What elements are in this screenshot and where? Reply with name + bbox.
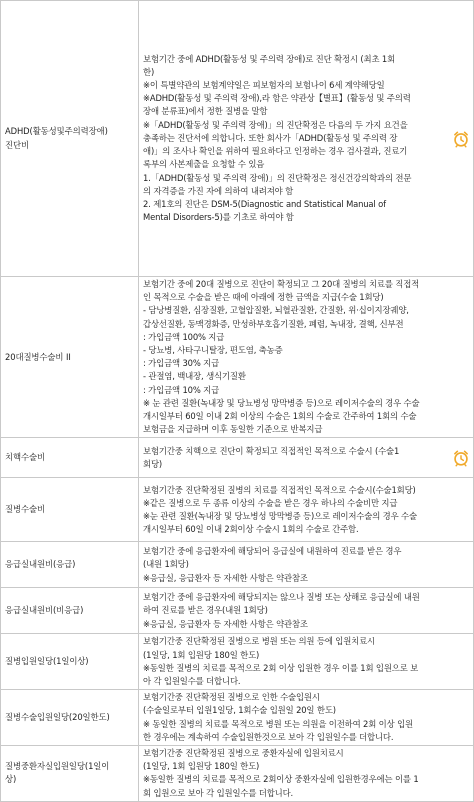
- description-line: 보험금을 지급하며 이후 동일한 기준으로 반복지급: [143, 424, 323, 435]
- coverage-name: [1, 542, 139, 588]
- description-line: 의 자격증을 가진 자에 의하여 내려져야 함: [143, 185, 294, 196]
- description-line: 보험기간중 진단확정된 질병으로 인한 수술입원시: [143, 692, 320, 703]
- description-line: : 가입금액 100% 지급: [143, 331, 225, 342]
- description-line: 개시일부터 60일 이내 2회 이상의 수술은 1회의 수술로 간주하여 1회의 수술: [143, 411, 417, 422]
- description-line: 아 각 입원일수를 더합니다.: [143, 676, 241, 687]
- coverage-name: [1, 438, 139, 478]
- coverage-description: [139, 1, 474, 277]
- description-line: 보험기간 중에 응급환자에 해당되어 응급실에 내원하여 진료를 받은 경우: [143, 546, 402, 557]
- description-line: - 담낭병질환, 심장질환, 고혈압질환, 뇌혈관질환, 간질환, 위·십이지장궤양,: [143, 305, 409, 316]
- coverage-name: [1, 588, 139, 634]
- coverage-name-line: 상): [5, 774, 17, 785]
- description-line: 1.「ADHD(활동성 및 주의력 장애)」의 진단확정은 정신건강의학과의 전문: [143, 172, 412, 183]
- description-line: ※「ADHD(활동성 및 주의력 장애)」의 진단확정은 다음의 두 가지 요건을: [143, 119, 408, 130]
- alarm-clock-icon: [452, 130, 470, 148]
- coverage-description: [139, 542, 474, 588]
- coverage-name-line: 질병수술비: [5, 504, 45, 515]
- description-line: 한 경우에는 계속하여 수술입원한것으로 보아 각 입원일수를 더합니다.: [143, 731, 394, 742]
- description-line: ※동일한 질병의 치료를 목적으로 2회이상 중환자실에 입원한경우에는 이를 1: [143, 774, 419, 785]
- coverage-name-line: 진단비: [5, 139, 29, 150]
- description-line: (내원 1회당): [143, 559, 189, 570]
- coverage-description: [139, 277, 474, 438]
- coverage-name-line: 치핵수술비: [5, 452, 45, 463]
- coverage-description: [139, 438, 474, 478]
- coverage-name-line: 질병중환자실입원일당(1일이: [5, 761, 110, 772]
- description-line: 개시일부터 60일 이내 2회이상 수술시 1회의 수술로 간주함.: [143, 524, 359, 535]
- description-line: 2. 제1호의 진단은 DSM-5(Diagnostic and Statistical Manual of: [143, 198, 386, 209]
- coverage-description: [139, 746, 474, 802]
- description-line: 충족하는 진단서에 의합니다. 또한 회사가「ADHD(활동성 및 주의력 장: [143, 132, 398, 143]
- alarm-clock-icon: [452, 449, 470, 467]
- description-line: 보험기간 중에 20대 질병으로 진단이 확정되고 그 20대 질병의 치료를 직접적: [143, 279, 420, 289]
- description-line: - 당뇨병, 사타구니탈장, 편도염, 축농증: [143, 345, 283, 356]
- description-line: : 가입금액 30% 지급: [143, 358, 220, 369]
- description-line: 갑상선질환, 동맥경화증, 만성하부호흡기질환, 폐렴, 녹내장, 결핵, 신부전: [143, 318, 404, 329]
- description-line: 애)」의 조사나 확인을 위하여 필요하다고 인정하는 경우 검사결과, 진료기: [143, 146, 408, 157]
- table-row: [1, 478, 474, 542]
- table-row: [1, 438, 474, 478]
- table-row: [1, 634, 474, 690]
- description-line: Mental Disorders-5)를 기초로 하여야 함: [143, 212, 294, 223]
- table-row: [1, 588, 474, 634]
- description-line: - 관절염, 백내장, 생식기질환: [143, 371, 246, 382]
- description-line: 인 목적으로 수술을 받은 때에 아래에 정한 금액을 지급(수술 1회당): [143, 292, 384, 303]
- coverage-description: [139, 588, 474, 634]
- coverage-name: [1, 634, 139, 690]
- coverage-name-line: 질병수술입원일당(20일한도): [5, 712, 110, 723]
- description-line: 보험기간 중에 응급환자에 해당되지는 않으나 질병 또는 상해로 응급실에 내원: [143, 592, 420, 603]
- description-line: 장애 분류표)에서 정한 질병을 말함: [143, 106, 268, 117]
- description-line: 보험기간중 치핵으로 진단이 확정되고 직접적인 목적으로 수술시 (수술1: [143, 445, 400, 456]
- coverage-name-line: 20대질병수술비 II: [5, 351, 71, 362]
- coverage-name-line: 질병입원일당(1일이상): [5, 656, 89, 667]
- table-row: [1, 1, 474, 277]
- table-row: [1, 277, 474, 438]
- coverage-name: [1, 1, 139, 277]
- description-line: ※ADHD(활동성 및 주의력 장애),라 함은 약관상【별표】(활동성 및 주의력: [143, 93, 411, 104]
- description-line: 보험기간중 진단확정된 질병으로 병원 또는 의원 등에 입원치료시: [143, 636, 375, 647]
- coverage-description: [139, 690, 474, 746]
- coverage-description: [139, 478, 474, 542]
- table-row: [1, 690, 474, 746]
- description-line: 록부의 사본제출을 요청할 수 있음: [143, 159, 265, 170]
- description-line: 보험기간중 진단확정된 질병으로 중환자실에 입원치료시: [143, 748, 344, 759]
- coverage-name-line: 응급실내원비(응급): [5, 559, 76, 570]
- description-line: 보험기간 중에 ADHD(활동성 및 주의력 장애)로 진단 확정시 (최초 1회: [143, 53, 396, 64]
- description-line: ※응급실, 응급환자 등 자세한 사항은 약관참조: [143, 618, 308, 629]
- description-line: ※응급실, 응급환자 등 자세한 사항은 약관참조: [143, 572, 308, 583]
- description-line: (1일당, 1회 입원당 180일 한도): [143, 649, 260, 660]
- description-line: (수술일로부터 입원1일당, 1회수술 입원일 20일 한도): [143, 705, 336, 716]
- coverage-name: [1, 478, 139, 542]
- description-line: ※ 동일한 질병의 치료를 목적으로 병원 또는 의원을 이전하여 2회 이상 입원: [143, 718, 413, 729]
- description-line: 보험기간중 진단확정된 질병의 치료를 직접적인 목적으로 수술시(수술1회당): [143, 484, 416, 495]
- coverage-name-line: ADHD(활동성및주의력장애): [5, 126, 108, 137]
- coverage-name: [1, 746, 139, 802]
- table-row: [1, 746, 474, 802]
- description-line: : 가입금액 10% 지급: [143, 384, 220, 395]
- description-line: ※ 눈 관련 질환(녹내장 및 당뇨병성 망막병증 등)으로 레이저수술의 경우 수술: [143, 397, 420, 408]
- coverage-description: [139, 634, 474, 690]
- description-line: ※눈 관련 질환(녹내장 및 당뇨병성 망막병증 등)으로 레이저수술의 경우 수술: [143, 510, 417, 521]
- description-line: ※같은 질병으로 두 종류 이상의 수술을 받은 경우 하나의 수술비만 지급: [143, 497, 398, 508]
- coverage-name-line: 응급실내원비(비응급): [5, 605, 84, 616]
- description-line: 회 입원으로 보아 각 입원일수를 더합니다.: [143, 787, 294, 798]
- description-line: (1일당, 1회 입원당 180일 한도): [143, 761, 260, 772]
- description-line: ※동일한 질병의 치료를 목적으로 2회 이상 입원한 경우 이를 1회 입원으로 보: [143, 662, 419, 673]
- description-line: 하여 진료를 받은 경우(내원 1회당): [143, 605, 268, 616]
- table-row: [1, 542, 474, 588]
- coverage-name: [1, 690, 139, 746]
- description-line: ※이 특별약관의 보험계약일은 피보험자의 보험나이 6세 계약해당일: [143, 80, 385, 91]
- description-line: 회당): [143, 458, 162, 469]
- coverage-name: [1, 277, 139, 438]
- description-line: 한): [143, 66, 155, 77]
